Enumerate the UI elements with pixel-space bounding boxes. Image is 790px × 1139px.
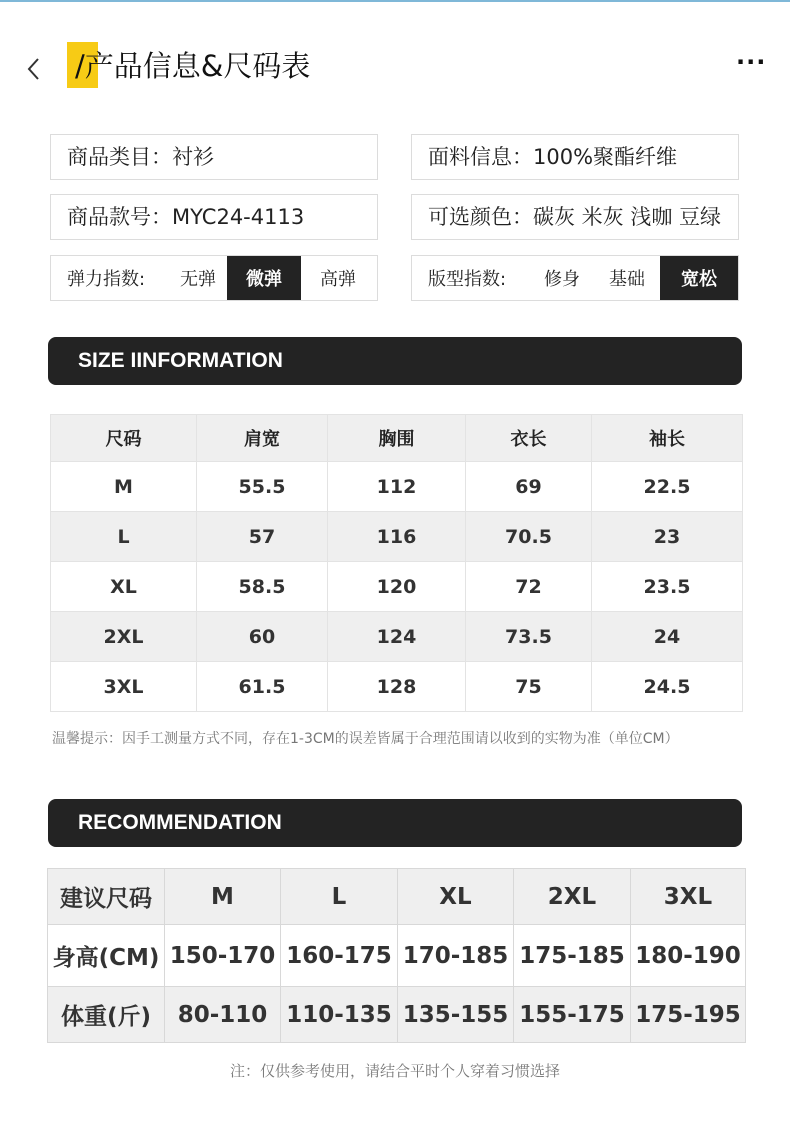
elasticity-option-none[interactable]: 无弹 xyxy=(180,269,216,290)
table-cell: M xyxy=(51,462,197,512)
rec-header-label: 建议尺码 xyxy=(48,869,165,925)
table-cell: 175-185 xyxy=(514,925,631,987)
rec-header-size: L xyxy=(281,869,398,925)
table-cell: 170-185 xyxy=(398,925,514,987)
fabric-field: 面料信息：100%聚酯纤维 xyxy=(411,134,739,180)
table-cell: 24.5 xyxy=(592,662,743,712)
back-chevron-icon[interactable] xyxy=(24,56,46,82)
size-table xyxy=(50,414,743,712)
rec-height-label: 身高(CM) xyxy=(48,925,165,987)
header-length: 衣长 xyxy=(466,415,592,462)
header-sleeve: 袖长 xyxy=(592,415,743,462)
table-cell: XL xyxy=(51,562,197,612)
table-cell: 180-190 xyxy=(631,925,746,987)
rec-header-row xyxy=(48,869,746,925)
table-cell: 75 xyxy=(466,662,592,712)
size-info-banner: SIZE IINFORMATION xyxy=(48,337,742,385)
rec-header-size: 3XL xyxy=(631,869,746,925)
rec-weight-label: 体重(斤) xyxy=(48,987,165,1043)
table-cell: 116 xyxy=(328,512,466,562)
table-cell: 22.5 xyxy=(592,462,743,512)
table-cell: 55.5 xyxy=(197,462,328,512)
colors-field: 可选颜色：碳灰 米灰 浅咖 豆绿 xyxy=(411,194,739,240)
elasticity-option-high[interactable]: 高弹 xyxy=(320,269,356,290)
model-no-field: 商品款号：MYC24-4113 xyxy=(50,194,378,240)
recommendation-banner: RECOMMENDATION xyxy=(48,799,742,847)
table-cell: 3XL xyxy=(51,662,197,712)
table-cell: 80-110 xyxy=(165,987,281,1043)
table-row xyxy=(51,462,743,512)
table-row xyxy=(51,612,743,662)
category-field: 商品类目：衬衫 xyxy=(50,134,378,180)
table-cell: 120 xyxy=(328,562,466,612)
table-cell: 24 xyxy=(592,612,743,662)
table-cell: 150-170 xyxy=(165,925,281,987)
table-cell: 72 xyxy=(466,562,592,612)
size-table-header xyxy=(51,415,743,462)
rec-header-size: M xyxy=(165,869,281,925)
measurement-note: 温馨提示：因手工测量方式不同，存在1-3CM的误差皆属于合理范围请以收到的实物为准（单位CM） xyxy=(52,731,679,747)
fit-label: 版型指数: xyxy=(428,269,507,290)
header-chest: 胸围 xyxy=(328,415,466,462)
table-row xyxy=(51,512,743,562)
elasticity-label: 弹力指数: xyxy=(67,269,146,290)
table-cell: 23 xyxy=(592,512,743,562)
elasticity-index xyxy=(50,255,378,301)
table-cell: 73.5 xyxy=(466,612,592,662)
more-options-icon[interactable]: ··· xyxy=(736,48,767,76)
table-cell: 58.5 xyxy=(197,562,328,612)
header-shoulder: 肩宽 xyxy=(197,415,328,462)
table-cell: 175-195 xyxy=(631,987,746,1043)
header-size: 尺码 xyxy=(51,415,197,462)
recommendation-note: 注：仅供参考使用，请结合平时个人穿着习惯选择 xyxy=(229,1062,560,1080)
fit-index xyxy=(411,255,739,301)
table-row xyxy=(51,662,743,712)
fit-option-loose[interactable]: 宽松 xyxy=(660,256,738,300)
table-cell: 110-135 xyxy=(281,987,398,1043)
fit-option-slim[interactable]: 修身 xyxy=(544,269,580,290)
elasticity-option-slight[interactable]: 微弹 xyxy=(227,256,301,300)
rec-weight-row xyxy=(48,987,746,1043)
table-cell: 155-175 xyxy=(514,987,631,1043)
table-cell: 128 xyxy=(328,662,466,712)
table-cell: 69 xyxy=(466,462,592,512)
table-row xyxy=(51,562,743,612)
table-cell: 61.5 xyxy=(197,662,328,712)
table-cell: 70.5 xyxy=(466,512,592,562)
table-cell: 57 xyxy=(197,512,328,562)
table-cell: 60 xyxy=(197,612,328,662)
table-cell: 124 xyxy=(328,612,466,662)
table-cell: 160-175 xyxy=(281,925,398,987)
fit-option-regular[interactable]: 基础 xyxy=(609,269,645,290)
table-cell: 135-155 xyxy=(398,987,514,1043)
page-title: /产品信息&尺码表 xyxy=(75,49,311,83)
top-divider xyxy=(0,0,790,2)
table-cell: 23.5 xyxy=(592,562,743,612)
rec-height-row xyxy=(48,925,746,987)
table-cell: 112 xyxy=(328,462,466,512)
recommendation-table xyxy=(47,868,746,1043)
table-cell: 2XL xyxy=(51,612,197,662)
table-cell: L xyxy=(51,512,197,562)
rec-header-size: XL xyxy=(398,869,514,925)
rec-header-size: 2XL xyxy=(514,869,631,925)
